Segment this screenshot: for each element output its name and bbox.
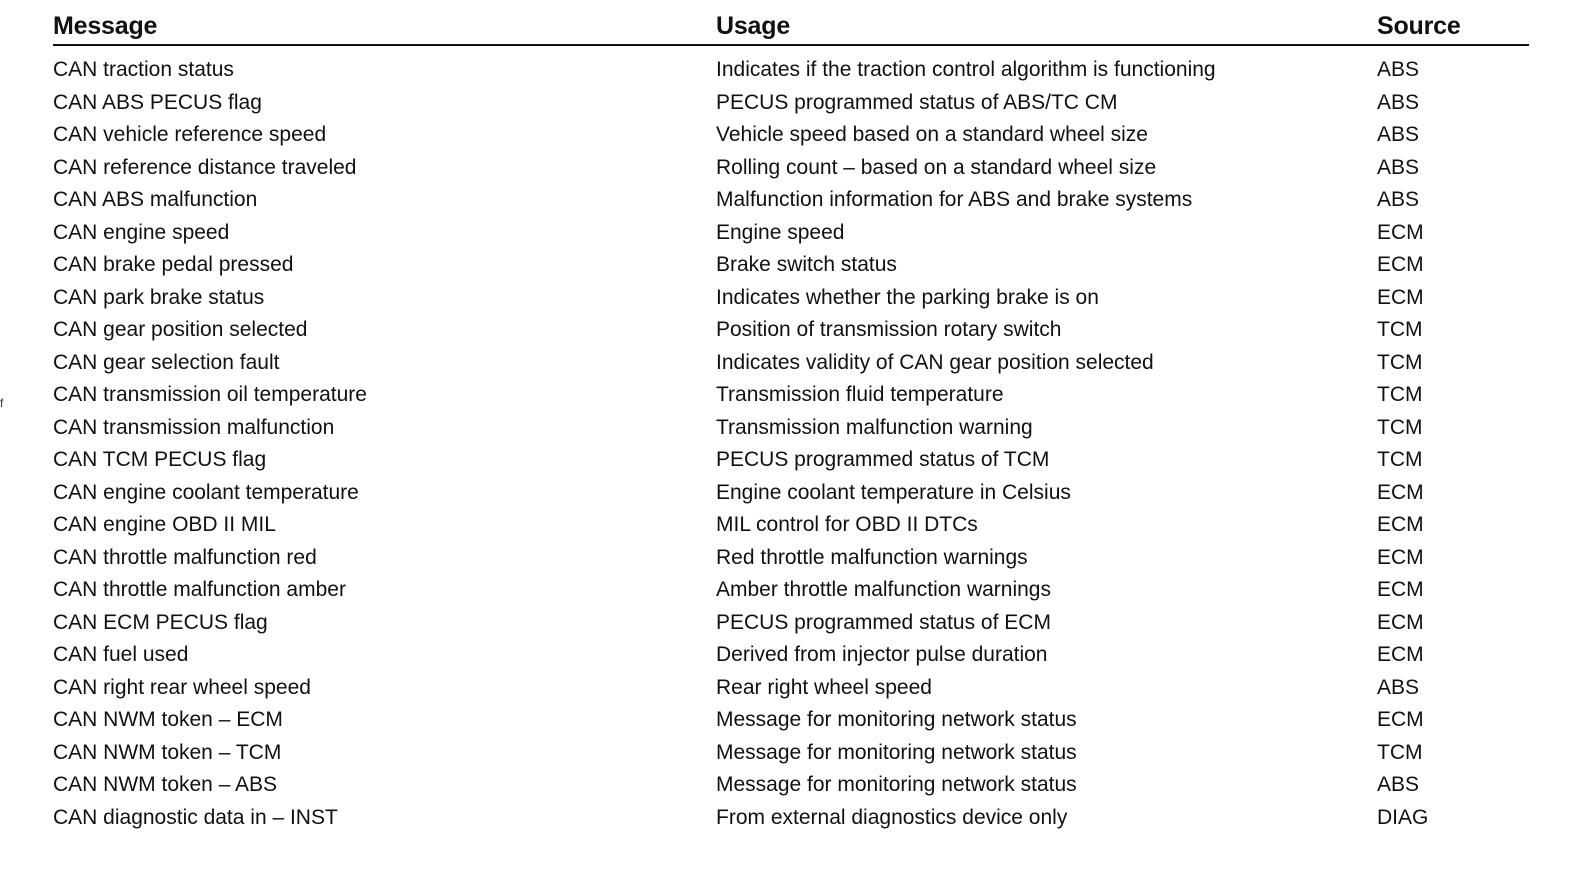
table-row	[53, 314, 1529, 347]
source-cell: ECM	[1377, 513, 1424, 536]
usage-cell: Engine coolant temperature in Celsius	[716, 480, 1071, 504]
table-row	[53, 347, 1529, 380]
message-cell: CAN reference distance traveled	[53, 155, 357, 179]
source-cell: ECM	[1377, 480, 1424, 504]
usage-cell: PECUS programmed status of ABS/TC CM	[716, 90, 1118, 114]
message-cell: CAN engine coolant temperature	[53, 480, 359, 504]
source-cell: ECM	[1377, 253, 1424, 276]
source-cell: ABS	[1377, 123, 1420, 146]
table-row	[53, 184, 1529, 217]
table-row	[53, 54, 1529, 87]
usage-cell: Transmission fluid temperature	[716, 383, 1004, 406]
usage-cell: Derived from injector pulse duration	[716, 643, 1048, 666]
source-cell: ECM	[1377, 643, 1424, 666]
usage-cell: Indicates if the traction control algorithm is functioning	[716, 58, 1216, 81]
table-row	[53, 477, 1529, 510]
message-cell: CAN throttle malfunction amber	[53, 578, 346, 601]
table-row	[53, 607, 1529, 640]
usage-cell: Message for monitoring network status	[716, 773, 1077, 796]
usage-cell: Transmission malfunction warning	[716, 415, 1033, 439]
table-row	[53, 769, 1529, 802]
message-cell: CAN NWM token – ABS	[53, 773, 278, 796]
message-cell: CAN ECM PECUS flag	[53, 610, 268, 634]
table-row	[53, 152, 1529, 185]
message-cell: CAN throttle malfunction red	[53, 545, 317, 569]
message-cell: CAN transmission oil temperature	[53, 383, 367, 406]
source-cell: ABS	[1377, 773, 1420, 796]
message-cell: CAN park brake status	[53, 285, 265, 309]
source-cell: ABS	[1377, 155, 1420, 179]
message-cell: CAN engine speed	[53, 220, 230, 244]
usage-cell: From external diagnostics device only	[716, 805, 1068, 829]
source-cell: ABS	[1377, 675, 1420, 699]
table-row	[53, 379, 1529, 412]
usage-cell: Amber throttle malfunction warnings	[716, 578, 1051, 601]
message-cell: CAN right rear wheel speed	[53, 675, 311, 699]
message-cell: CAN traction status	[53, 58, 234, 81]
usage-cell: Vehicle speed based on a standard wheel size	[716, 123, 1148, 146]
can-message-table	[53, 8, 1529, 834]
usage-cell: Message for monitoring network status	[716, 740, 1077, 764]
table-row	[53, 119, 1529, 152]
usage-cell: Rolling count – based on a standard wheel size	[716, 155, 1157, 179]
message-cell: CAN gear selection fault	[53, 350, 280, 374]
table-body	[53, 54, 1529, 834]
message-cell: CAN gear position selected	[53, 318, 308, 341]
header-usage: Usage	[716, 12, 791, 40]
usage-cell: Position of transmission rotary switch	[716, 318, 1062, 341]
table-row	[53, 217, 1529, 250]
message-cell: CAN diagnostic data in – INST	[53, 805, 338, 829]
source-cell: TCM	[1377, 415, 1423, 439]
margin-mark: f	[0, 396, 4, 410]
message-cell: CAN transmission malfunction	[53, 415, 335, 439]
usage-cell: Indicates validity of CAN gear position selected	[716, 350, 1154, 374]
message-cell: CAN fuel used	[53, 643, 189, 666]
table-row	[53, 282, 1529, 315]
table-row	[53, 249, 1529, 282]
source-cell: ECM	[1377, 220, 1424, 244]
source-cell: ECM	[1377, 578, 1424, 601]
message-cell: CAN vehicle reference speed	[53, 123, 327, 146]
usage-cell: Indicates whether the parking brake is on	[716, 285, 1099, 309]
usage-cell: PECUS programmed status of TCM	[716, 448, 1050, 471]
source-cell: TCM	[1377, 448, 1423, 471]
table-header	[53, 8, 1529, 46]
header-message: Message	[53, 12, 158, 40]
usage-cell: PECUS programmed status of ECM	[716, 610, 1051, 634]
table-row	[53, 737, 1529, 770]
table-row	[53, 444, 1529, 477]
message-cell: CAN engine OBD II MIL	[53, 513, 276, 536]
table-row	[53, 509, 1529, 542]
table-row	[53, 802, 1529, 835]
table-row	[53, 542, 1529, 575]
source-cell: TCM	[1377, 350, 1423, 374]
message-cell: CAN NWM token – ECM	[53, 708, 283, 731]
table-row	[53, 672, 1529, 705]
usage-cell: Brake switch status	[716, 253, 897, 276]
usage-cell: Engine speed	[716, 220, 845, 244]
message-cell: CAN NWM token – TCM	[53, 740, 282, 764]
source-cell: ABS	[1377, 188, 1420, 211]
usage-cell: Rear right wheel speed	[716, 675, 932, 699]
table-row	[53, 574, 1529, 607]
message-cell: CAN ABS PECUS flag	[53, 90, 262, 114]
header-source: Source	[1377, 12, 1461, 40]
source-cell: TCM	[1377, 383, 1423, 406]
usage-cell: Red throttle malfunction warnings	[716, 545, 1028, 569]
message-cell: CAN brake pedal pressed	[53, 253, 294, 276]
table-row	[53, 412, 1529, 445]
source-cell: ECM	[1377, 708, 1424, 731]
source-cell: DIAG	[1377, 805, 1429, 829]
source-cell: ECM	[1377, 610, 1424, 634]
message-cell: CAN ABS malfunction	[53, 188, 258, 211]
usage-cell: Malfunction information for ABS and brake systems	[716, 188, 1193, 211]
usage-cell: Message for monitoring network status	[716, 708, 1077, 731]
source-cell: ABS	[1377, 90, 1420, 114]
source-cell: ECM	[1377, 285, 1424, 309]
usage-cell: MIL control for OBD II DTCs	[716, 513, 978, 536]
source-cell: TCM	[1377, 318, 1423, 341]
source-cell: ABS	[1377, 58, 1420, 81]
table-row	[53, 704, 1529, 737]
source-cell: ECM	[1377, 545, 1424, 569]
source-cell: TCM	[1377, 740, 1423, 764]
table-row	[53, 639, 1529, 672]
table-row	[53, 87, 1529, 120]
message-cell: CAN TCM PECUS flag	[53, 448, 267, 471]
